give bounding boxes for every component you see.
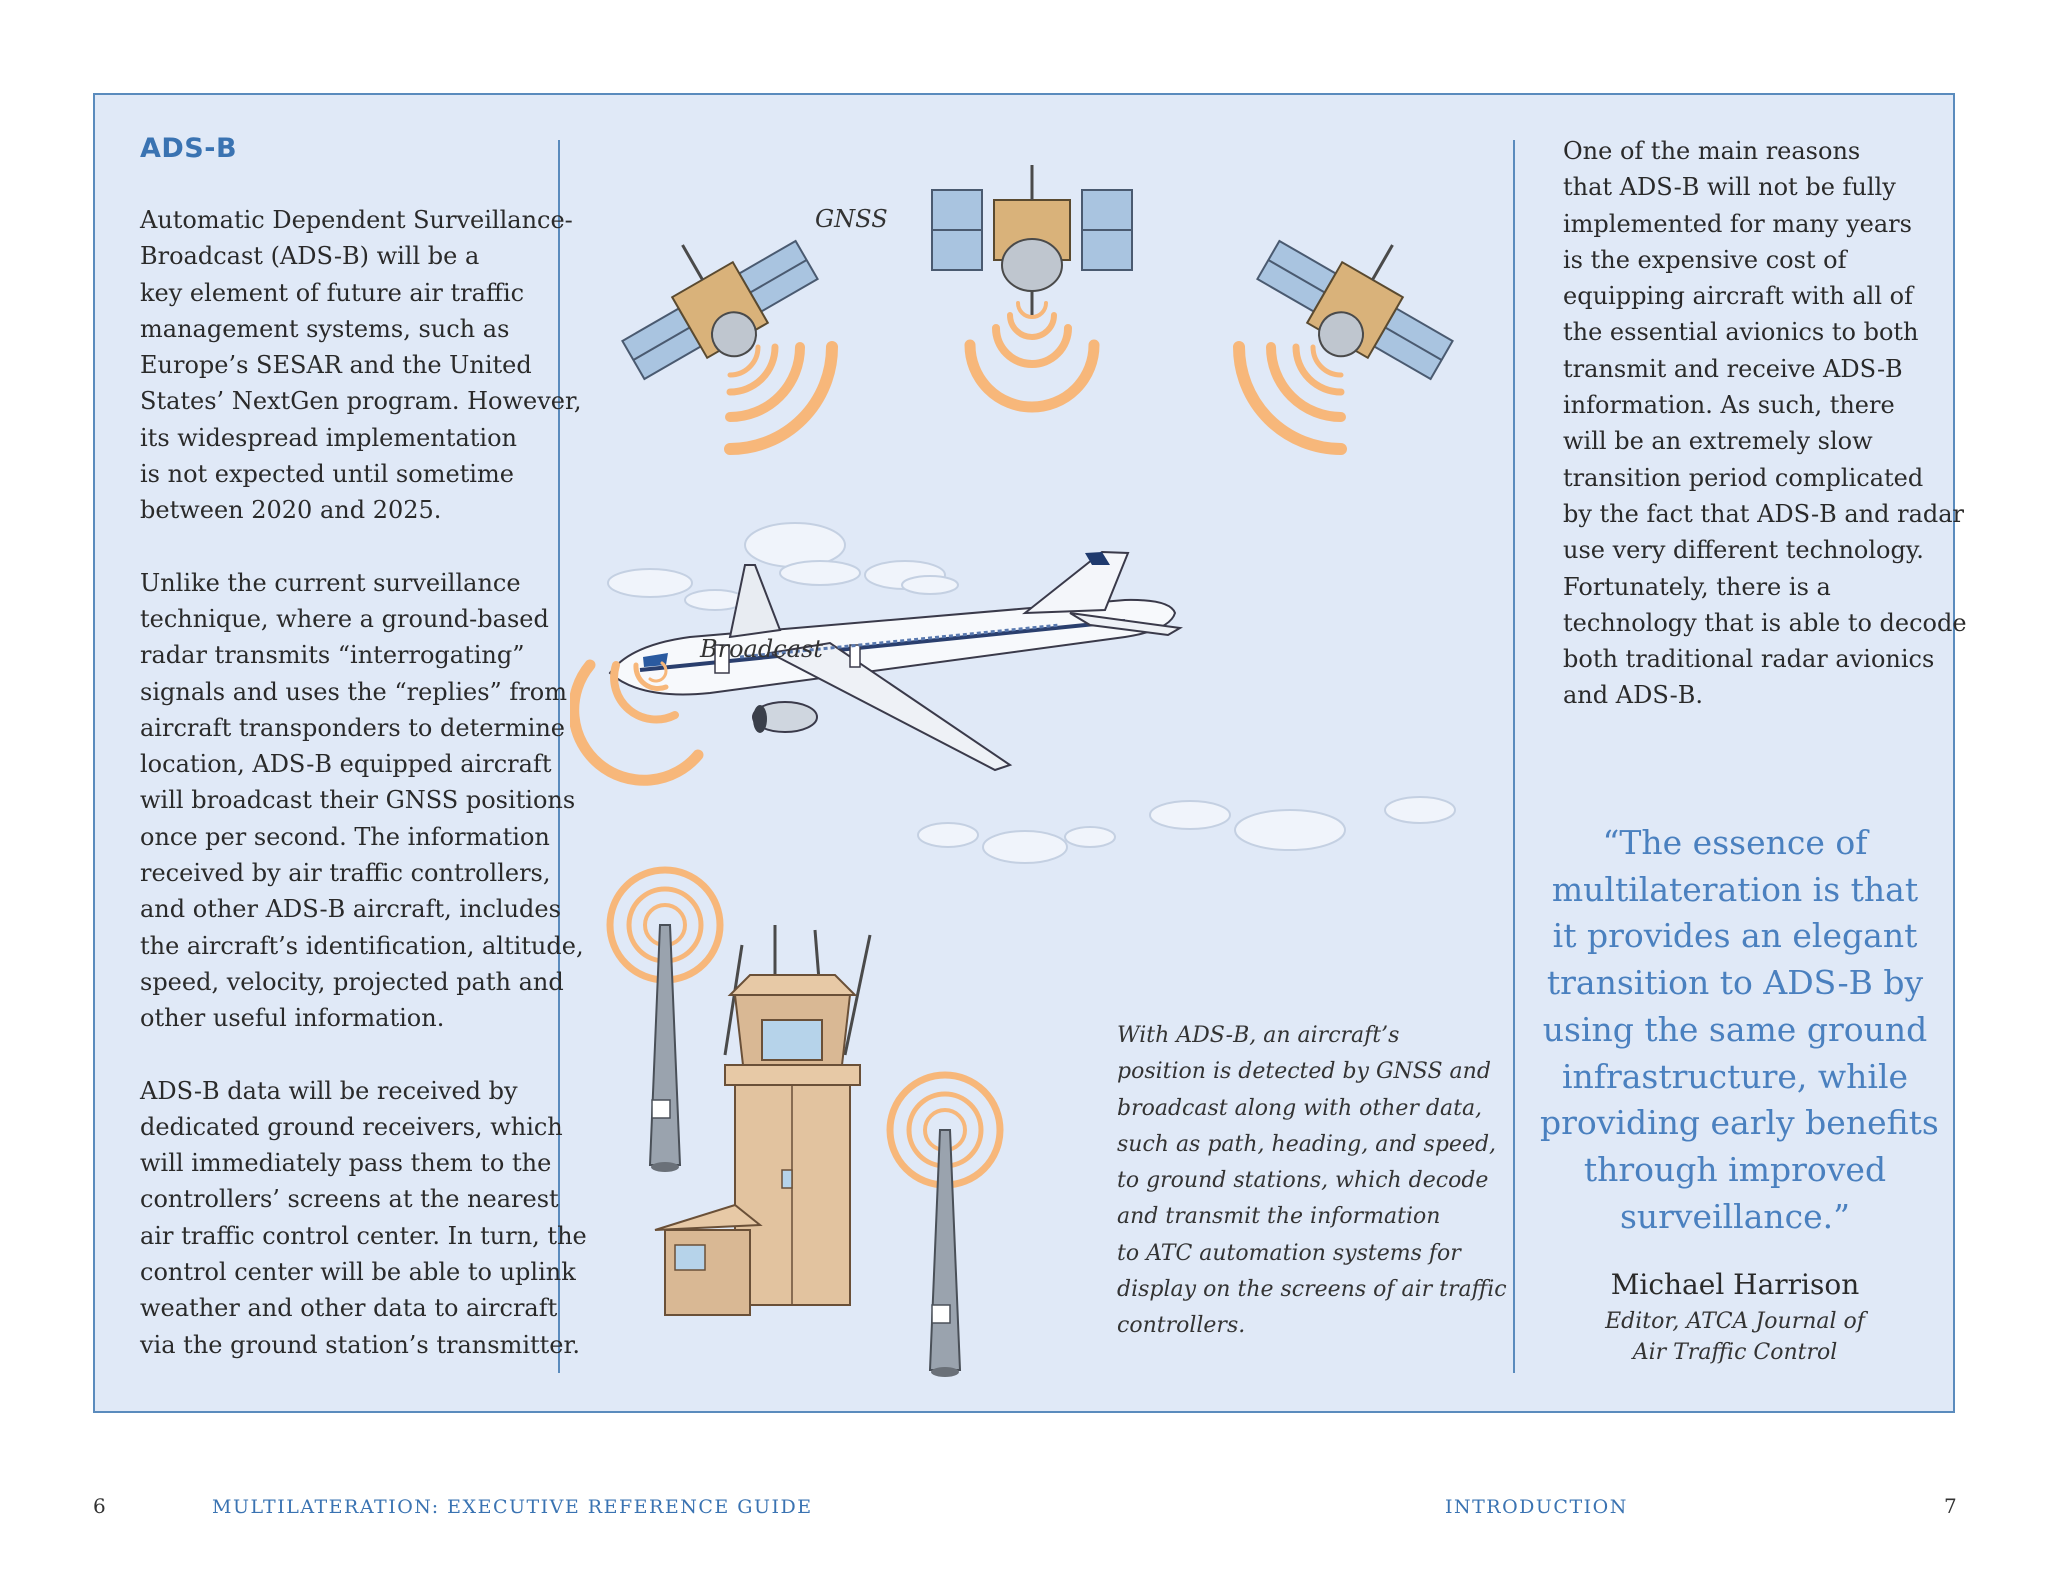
text-line: equipping aircraft with all of [1563, 282, 1913, 311]
text-line: is not expected until sometime [140, 460, 514, 489]
left-page-number: 6 [93, 1494, 106, 1518]
right-column-text [1563, 133, 1967, 750]
text-line: signals and uses the “replies” from [140, 677, 567, 706]
text-line: air traffic control center. In turn, the [140, 1221, 587, 1250]
caption-line: position is detected by GNSS and [1117, 1059, 1491, 1085]
role-line: Editor, ATCA Journal of [1605, 1309, 1865, 1334]
text-line: weather and other data to aircraft [140, 1294, 558, 1323]
quote-line: through improved [1583, 1149, 1887, 1189]
left-paragraph-2 [140, 565, 587, 1037]
text-line: technology that is able to decode [1563, 608, 1967, 637]
text-line: its widespread implementation [140, 423, 517, 452]
quote-author-role [1540, 1306, 1930, 1368]
quote-line: surveillance.” [1619, 1196, 1851, 1236]
text-line: location, ADS-B equipped aircraft [140, 750, 552, 779]
caption-line: display on the screens of air traffic [1117, 1277, 1507, 1303]
caption-line: such as path, heading, and speed, [1117, 1131, 1497, 1157]
left-paragraph-1 [140, 202, 587, 529]
text-line: information. As such, there [1563, 391, 1895, 420]
pull-quote [1540, 820, 1939, 1240]
left-paragraph-3 [140, 1073, 587, 1363]
quote-line: providing early benefits [1540, 1103, 1939, 1143]
ground-antenna-left-icon [610, 870, 720, 1172]
text-line: Automatic Dependent Surveillance- [140, 206, 573, 234]
section-heading: ADS-B [140, 133, 238, 164]
text-line: is the expensive cost of [1563, 245, 1847, 274]
column-divider-right [1513, 140, 1515, 1373]
caption-line: With ADS-B, an aircraft’s [1117, 1023, 1400, 1048]
quote-line: multilateration is that [1551, 869, 1919, 909]
caption-line: broadcast along with other data, [1117, 1095, 1483, 1121]
clouds [608, 523, 1455, 863]
quote-line: it provides an elegant [1552, 916, 1918, 956]
text-line: received by air traffic controllers, [140, 859, 551, 888]
text-line: implemented for many years [1563, 209, 1912, 238]
gnss-signal-waves [730, 303, 1341, 449]
left-column-text [140, 202, 587, 1399]
caption-line: and transmit the information [1117, 1204, 1441, 1230]
quote-line: “The essence of [1602, 823, 1868, 862]
text-line: will be an extremely slow [1563, 427, 1873, 456]
right-page-number: 7 [1944, 1494, 1957, 1518]
caption-line: to ATC automation systems for [1117, 1240, 1461, 1266]
quote-line: using the same ground [1542, 1009, 1928, 1049]
text-line: between 2020 and 2025. [140, 496, 442, 525]
text-line: transmit and receive ADS-B [1563, 354, 1903, 383]
quote-author: Michael Harrison [1610, 1268, 1860, 1301]
quote-line: transition to ADS-B by [1546, 963, 1924, 1003]
text-line: transition period complicated [1563, 463, 1924, 492]
text-line: Unlike the current surveillance [140, 568, 521, 597]
right-paragraph-1 [1563, 133, 1967, 714]
text-line: speed, velocity, projected path and [140, 967, 564, 996]
text-line: management systems, such as [140, 314, 510, 343]
text-line: via the ground station’s transmitter. [140, 1330, 580, 1359]
text-line: the essential avionics to both [1563, 318, 1919, 347]
text-line: both traditional radar avionics [1563, 645, 1935, 674]
caption-line: to ground stations, which decode [1117, 1168, 1489, 1194]
text-line: other useful information. [140, 1004, 445, 1033]
text-line: control center will be able to uplink [140, 1258, 576, 1287]
control-tower-icon [655, 925, 870, 1315]
ground-antenna-right-icon [890, 1075, 1000, 1377]
text-line: and other ADS-B aircraft, includes [140, 895, 561, 924]
satellite-center-icon [932, 165, 1132, 315]
text-line: controllers’ screens at the nearest [140, 1185, 559, 1214]
text-line: radar transmits “interrogating” [140, 641, 525, 670]
text-line: that ADS-B will not be fully [1563, 173, 1896, 202]
text-line: will immediately pass them to the [140, 1149, 552, 1178]
quote-line: infrastructure, while [1561, 1056, 1909, 1096]
text-line: will broadcast their GNSS positions [140, 786, 576, 815]
text-line: ADS-B data will be received by [140, 1076, 518, 1105]
text-line: dedicated ground receivers, which [140, 1112, 563, 1141]
text-line: use very different technology. [1563, 536, 1924, 565]
text-line: One of the main reasons [1563, 137, 1861, 165]
broadcast-label: Broadcast [700, 635, 823, 663]
role-line: Air Traffic Control [1632, 1340, 1838, 1365]
text-line: and ADS-B. [1563, 681, 1704, 710]
text-line: States’ NextGen program. However, [140, 387, 582, 416]
right-running-title: INTRODUCTION [1445, 1496, 1628, 1518]
text-line: key element of future air traffic [140, 278, 525, 307]
text-line: Fortunately, there is a [1563, 572, 1831, 601]
text-line: the aircraft’s identification, altitude, [140, 931, 584, 960]
text-line: by the fact that ADS-B and radar [1563, 499, 1965, 528]
illustration-caption [1117, 1018, 1507, 1345]
text-line: once per second. The information [140, 822, 550, 851]
text-line: technique, where a ground-based [140, 604, 549, 633]
left-running-title: MULTILATERATION: EXECUTIVE REFERENCE GUIDE [212, 1496, 813, 1518]
text-line: aircraft transponders to determine [140, 713, 565, 742]
text-line: Europe’s SESAR and the United [140, 351, 532, 380]
text-line: Broadcast (ADS-B) will be a [140, 242, 480, 271]
caption-line: controllers. [1117, 1313, 1246, 1339]
gnss-label: GNSS [815, 205, 888, 233]
